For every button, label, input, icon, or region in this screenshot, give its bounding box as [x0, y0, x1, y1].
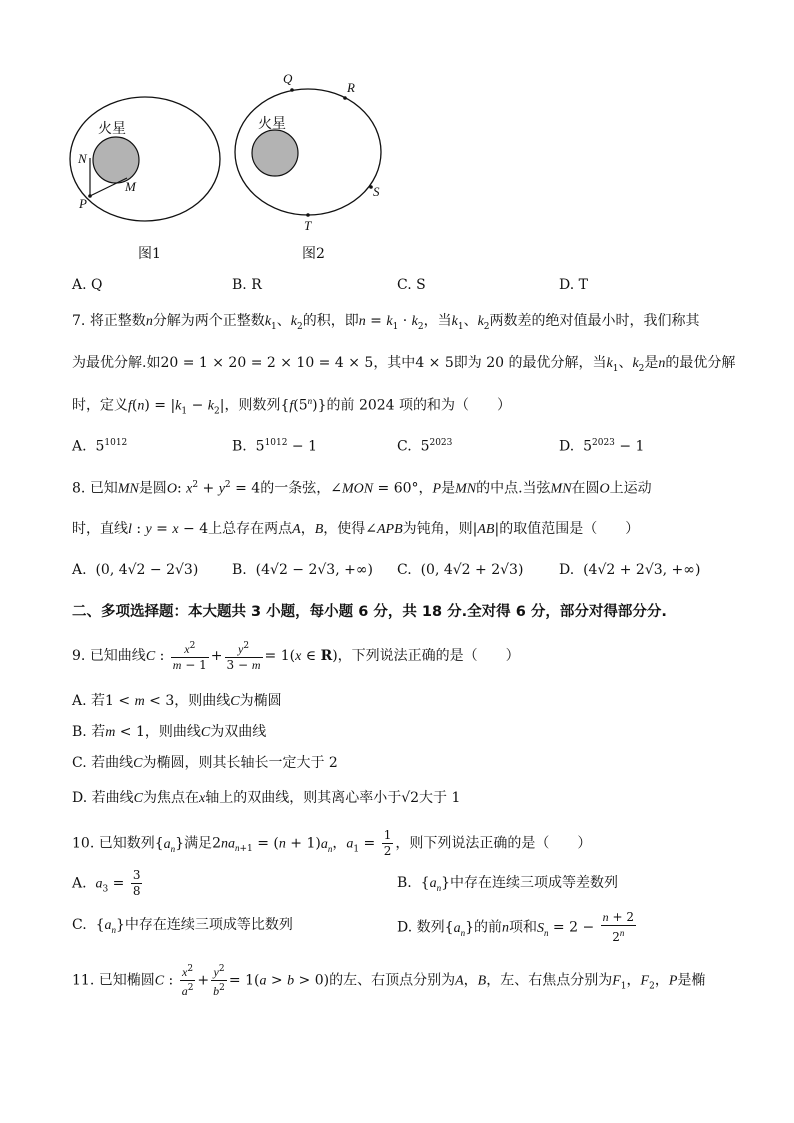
fig1-caption: 图1 [138, 246, 161, 262]
q8-line2: 时，直线l : y = x − 4上总存在两点A，B，使得∠APB为钝角，则|AB|的取值范围是（ ） [72, 521, 640, 537]
q9-option-a: A. 若1 < m < 3，则曲线C为椭圆 [72, 693, 282, 709]
fig1-point-m: M [125, 179, 136, 194]
mars-circle-fig1 [93, 137, 139, 183]
fig2-caption: 图2 [302, 246, 325, 262]
q7-text: 的前 2024 项的和为（ ） [326, 397, 512, 414]
q8-option-d: D. (4√2 + 2√3, +∞) [559, 562, 701, 578]
q10-stem: 10. 已知数列$\{a_n\}$满足$2na_{n+1} = (n + 1)a_n$，$a_1$ = $\frac{1}{2}$ ，则下列说法正确的是（ ） [72, 828, 592, 858]
fig2-point-r: R [347, 80, 355, 95]
point-t-dot [306, 213, 310, 217]
q9-stem: 9. 已知曲线C : $\frac{x^2}{m - 1}$ + $\frac{y^2}{3 - m}$ = 1(x ∈ R)，下列说法正确的是（ ） [72, 641, 520, 672]
q7-text: ，当 [423, 313, 452, 329]
mars-circle-fig2 [252, 130, 298, 176]
q11-number: 11. [72, 972, 95, 989]
q7-line2: 为最优分解.如20 = 1 × 20 = 2 × 10 = 4 × 5，其中4 × 5即为 20 的最优分解，当$k_1$、$k_2$是n的最优分解 [72, 355, 736, 374]
q6-option-b: B. R [232, 277, 262, 293]
section-2-heading: 二、多项选择题：本大题共 3 小题，每小题 6 分，共 18 分.全对得 6 分，部分对得部分分. [72, 604, 667, 620]
q7-text: 的积，即 [302, 313, 359, 329]
q7-line3: 时，定义$f(n) = |k_1 - k_2|$，则数列{f(5$^n$)}的前 2024 项的和为（ ） [72, 396, 512, 417]
q9-number: 9. [72, 648, 86, 664]
q7-text: 时，定义 [72, 397, 128, 414]
q7-option-a: A. $5^{1012}$ [72, 438, 128, 455]
point-p-dot [88, 194, 92, 198]
q11-stem: 11. 已知椭圆C : $\frac{x^2}{a^2}$ + $\frac{y^2}{b^2}$ = 1(a > b > 0)的左、右顶点分别为A，B，左、右焦点分别为$F_1$，$F_2$，P是椭 [72, 964, 706, 998]
q8-option-b: B. (4√2 − 2√3, +∞) [232, 562, 373, 578]
q7-text: ，其中 [373, 355, 416, 371]
q8-number: 8. [72, 480, 86, 497]
q7-number: 7. [72, 313, 86, 329]
q7-text: 两数差的绝对值最小时，我们称其 [489, 313, 700, 329]
q7-option-d: D. $5^{2023} - 1$ [559, 438, 645, 455]
q7-text: 将正整数 [89, 313, 146, 329]
q6-option-a: A. Q [72, 277, 103, 293]
q7-text: 分解为两个正整数 [152, 313, 265, 329]
q8-line1: 8. 已知MN是圆O: $x^2 + y^2 = 4$的一条弦，∠MON = 60°，P是MN的中点.当弦MN在圆O上运动 [72, 480, 652, 497]
q10-option-d: D. 数列$\{a_n\}$的前n项和$S_n = 2$ − $\frac{n + 2}{2^n}$ [397, 910, 634, 944]
q9-option-c: C. 若曲线C为椭圆，则其长轴长一定大于 2 [72, 755, 338, 771]
q8-option-c: C. (0, 4√2 + 2√3) [397, 562, 524, 578]
fig2-point-t: T [304, 218, 312, 233]
q6-option-d: D. T [559, 277, 588, 293]
q9-option-b: B. 若m < 1，则曲线C为双曲线 [72, 724, 267, 740]
fig2-point-s: S [373, 184, 380, 199]
q10-option-a: A. $a_3$ = $\frac{3}{8}$ [72, 868, 141, 898]
q8-option-a: A. (0, 4√2 − 2√3) [72, 562, 199, 578]
q7-text: 为最优分解.如 [72, 355, 161, 371]
q6-option-c: C. S [397, 277, 426, 293]
q10-number: 10. [72, 835, 95, 852]
point-r-dot [343, 96, 347, 100]
q7-option-c: C. $5^{2023}$ [397, 438, 453, 455]
q7-option-b: B. $5^{1012} - 1$ [232, 438, 318, 455]
fig1-point-p: P [79, 196, 87, 211]
q7-text: ，则数列 [224, 397, 281, 414]
q7-line1: 7. 将正整数n分解为两个正整数$k_1$、$k_2$的积，即$n = k_1 \cdot k_2$，当$k_1$、$k_2$两数差的绝对值最小时，我们称其 [72, 313, 700, 332]
q9-option-d: D. 若曲线C为焦点在x轴上的双曲线，则其离心率小于√2大于 1 [72, 790, 461, 806]
fig2-point-q: Q [283, 71, 293, 86]
q10-option-b: B. $\{a_n\}$中存在连续三项成等差数列 [397, 875, 618, 893]
q7-text: 即为 20 的最优分解，当 [453, 355, 607, 371]
fig1-planet-label: 火星 [98, 121, 126, 137]
fig2-planet-label: 火星 [258, 116, 286, 132]
q10-option-c: C. $\{a_n\}$中存在连续三项成等比数列 [72, 917, 293, 935]
fig1-point-n: N [78, 151, 87, 166]
point-q-dot [290, 88, 294, 92]
q7-text: 的最优分解 [665, 355, 736, 371]
q7-text: 是 [644, 355, 659, 371]
